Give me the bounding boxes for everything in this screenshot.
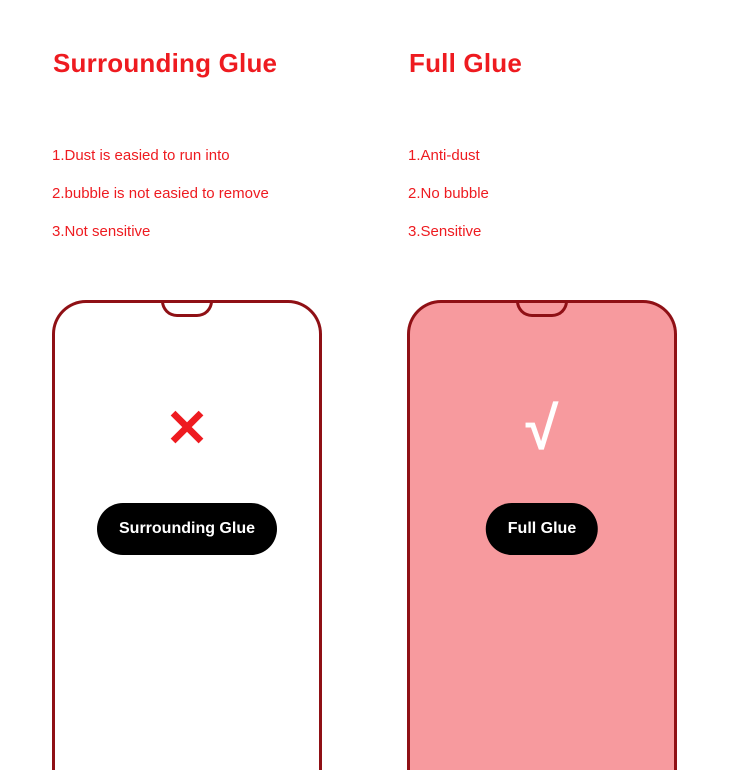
column-full-glue (375, 0, 750, 750)
label-badge-left: Surrounding Glue (97, 503, 277, 555)
feature-item: 2.No bubble (408, 185, 489, 202)
phone-illustration-right (407, 300, 677, 770)
feature-item: 2.bubble is not easied to remove (52, 185, 269, 202)
feature-item: 3.Not sensitive (52, 223, 151, 240)
column-title-left: Surrounding Glue (53, 48, 278, 78)
phone-notch (516, 300, 568, 317)
feature-item: 1.Dust is easied to run into (52, 147, 230, 164)
phone-notch (161, 300, 213, 317)
feature-list-right (408, 137, 489, 251)
phone-illustration-left (52, 300, 322, 770)
label-badge-right: Full Glue (486, 503, 598, 555)
cross-icon: ✕ (165, 400, 209, 458)
column-surrounding-glue (0, 0, 375, 750)
feature-item: 3.Sensitive (408, 223, 482, 240)
column-title-right: Full Glue (409, 48, 523, 78)
feature-list-left (52, 137, 269, 251)
check-icon: √ (525, 395, 559, 462)
feature-item: 1.Anti-dust (408, 147, 480, 164)
